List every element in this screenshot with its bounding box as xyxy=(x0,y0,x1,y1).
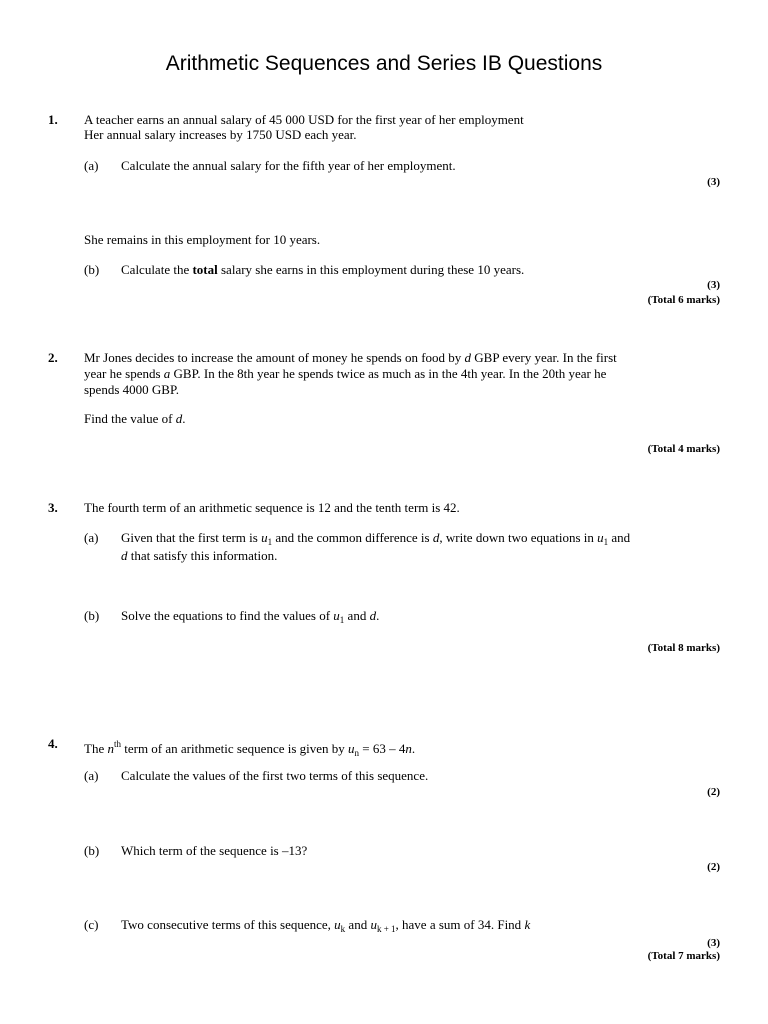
question-number: 3. xyxy=(48,500,58,515)
part-text: d that satisfy this information. xyxy=(121,548,278,563)
marks: (3) xyxy=(707,176,720,188)
question-number: 1. xyxy=(48,112,58,127)
question-number: 4. xyxy=(48,736,58,751)
part-label: (b) xyxy=(84,843,100,858)
part-text: Two consecutive terms of this sequence, $u_k$ and $u_{k + 1}$, have a sum of 34. Find k xyxy=(121,917,531,934)
part-text: Given that the first term is $u_1$ and the common difference is d, write down two equations in $u_1$ and xyxy=(121,530,631,547)
question-text-line: Mr Jones decides to increase the amount of money he spends on food by d GBP every year. In the first xyxy=(84,350,617,365)
question-text-line: Find the value of d. xyxy=(84,411,186,426)
part-label: (b) xyxy=(84,608,100,623)
part-label: (c) xyxy=(84,917,99,932)
question-text-line: year he spends a GBP. In the 8th year he spends twice as much as in the 4th year. In the 20th year he xyxy=(84,366,607,381)
total-marks: (Total 8 marks) xyxy=(647,642,720,654)
question-number: 2. xyxy=(48,350,58,365)
part-text: Calculate the total salary she earns in this employment during these 10 years. xyxy=(121,262,525,277)
part-label: (a) xyxy=(84,530,99,545)
part-label: (b) xyxy=(84,262,100,277)
total-marks: (Total 7 marks) xyxy=(647,950,720,962)
question-text-line: The fourth term of an arithmetic sequence is 12 and the tenth term is 42. xyxy=(84,500,460,515)
marks: (2) xyxy=(707,861,720,873)
page-title: Arithmetic Sequences and Series IB Questions xyxy=(165,52,603,75)
total-marks: (Total 4 marks) xyxy=(647,443,720,455)
total-marks: (Total 6 marks) xyxy=(647,294,720,306)
part-text: Calculate the values of the first two terms of this sequence. xyxy=(121,768,429,783)
question-text-line: Her annual salary increases by 1750 USD each year. xyxy=(84,127,357,142)
question-text-line: spends 4000 GBP. xyxy=(84,382,179,397)
part-label: (a) xyxy=(84,158,99,173)
part-text: Which term of the sequence is –13? xyxy=(121,843,308,858)
marks: (3) xyxy=(707,937,720,949)
question-text-line: She remains in this employment for 10 years. xyxy=(84,232,321,247)
question-text-line: The $n^{th}$ term of an arithmetic sequence is given by $u_n = 63 - 4n$. xyxy=(84,739,416,758)
question-text-line: A teacher earns an annual salary of 45 000 USD for the first year of her employment xyxy=(84,112,524,127)
marks: (3) xyxy=(707,279,720,291)
part-text: Calculate the annual salary for the fifth year of her employment. xyxy=(121,158,456,173)
marks: (2) xyxy=(707,786,720,798)
part-label: (a) xyxy=(84,768,99,783)
part-text: Solve the equations to find the values of $u_1$ and d. xyxy=(121,608,380,625)
